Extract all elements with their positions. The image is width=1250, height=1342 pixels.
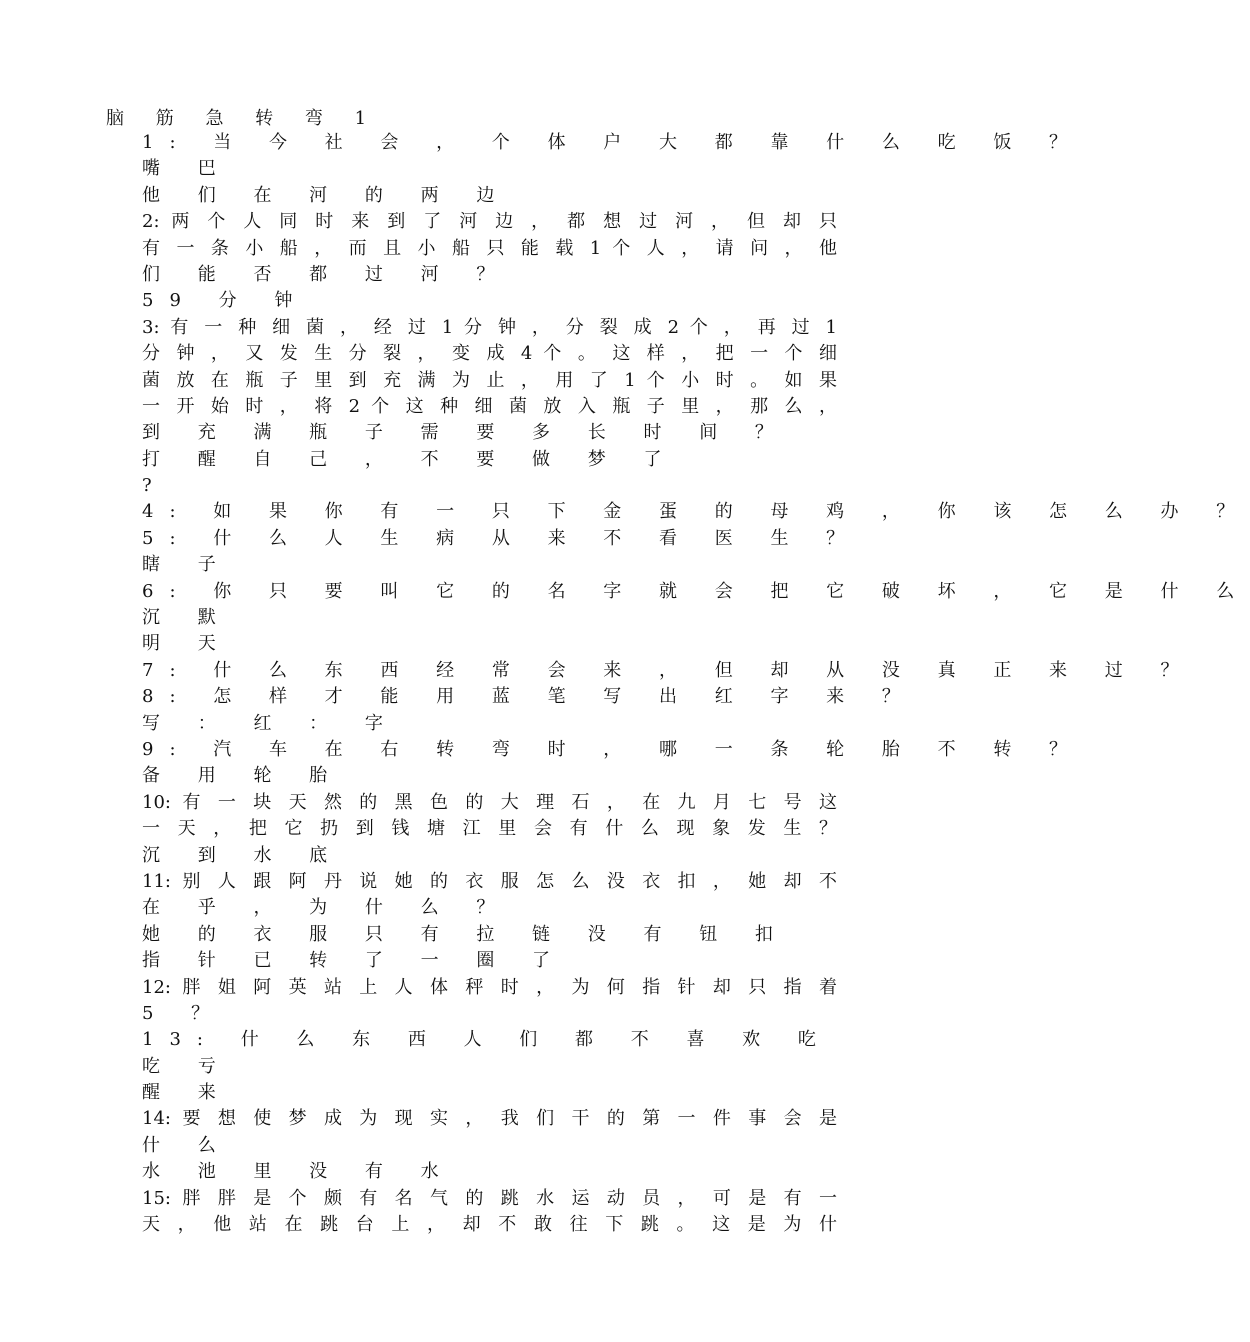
text-line: 沉 到 水 底 xyxy=(142,844,344,866)
text-line: 写 ： 红 ： 字 xyxy=(142,712,399,734)
text-line: 嘴 巴 xyxy=(142,158,232,180)
text-line: 她 的 衣 服 只 有 拉 链 没 有 钮 扣 xyxy=(142,923,789,945)
text-line: 15: 胖 胖 是 个 颇 有 名 气 的 跳 水 运 动 员 ， 可 是 有 一 xyxy=(142,1187,837,1209)
text-line: 3: 有 一 种 细 菌 ， 经 过 1 分 钟 ， 分 裂 成 2 个 ， 再 过 1 xyxy=(142,316,837,338)
text-line: 天 ， 他 站 在 跳 台 上 ， 却 不 敢 往 下 跳 。 这 是 为 什 xyxy=(142,1214,837,1236)
text-line: 明 天 xyxy=(142,633,232,655)
text-line: 醒 来 xyxy=(142,1082,232,1104)
text-line: 12: 胖 姐 阿 英 站 上 人 体 秤 时 ， 为 何 指 针 却 只 指 着 xyxy=(142,976,837,998)
text-line: 13: 什 么 东 西 人 们 都 不 喜 欢 吃 xyxy=(142,1029,832,1051)
text-line: 分 钟 ， 又 发 生 分 裂 ， 变 成 4 个 。 这 样 ， 把 一 个 细 xyxy=(142,343,837,365)
text-line: 14: 要 想 使 梦 成 为 现 实 ， 我 们 干 的 第 一 件 事 会 是 xyxy=(142,1108,837,1130)
text-line: 59 分 钟 xyxy=(142,290,309,312)
text-line: 打 醒 自 己 ， 不 要 做 梦 了 xyxy=(142,448,678,470)
text-line: 6: 你 只 要 叫 它 的 名 字 就 会 把 它 破 坏 ， 它 是 什 么 xyxy=(142,580,1250,602)
text-line: 菌 放 在 瓶 子 里 到 充 满 为 止 ， 用 了 1 个 小 时 。 如 果 xyxy=(142,369,837,391)
text-line: 在 乎 ， 为 什 么 ？ xyxy=(142,897,511,919)
text-line: 水 池 里 没 有 水 xyxy=(142,1161,455,1183)
text-line: 5: 什 么 人 生 病 从 来 不 看 医 生 ？ xyxy=(142,527,861,549)
text-line: 到 充 满 瓶 子 需 要 多 长 时 间 ？ xyxy=(142,422,789,444)
text-line: 7: 什 么 东 西 经 常 会 来 ， 但 却 从 没 真 正 来 过 ？ xyxy=(142,659,1195,681)
text-line: 一 开 始 时 ， 将 2 个 这 种 细 菌 放 入 瓶 子 里 ， 那 么 ， xyxy=(142,395,837,417)
text-line: 5 ？ xyxy=(142,1002,226,1024)
text-line: 11: 别 人 跟 阿 丹 说 她 的 衣 服 怎 么 没 衣 扣 ， 她 却 不 xyxy=(142,870,837,892)
text-line: 沉 默 xyxy=(142,607,232,629)
text-line: 8: 怎 样 才 能 用 蓝 笔 写 出 红 字 来 ？ xyxy=(142,686,916,708)
text-line: 备 用 轮 胎 xyxy=(142,765,344,787)
text-line: 瞎 子 xyxy=(142,554,232,576)
text-line: 有 一 条 小 船 ， 而 且 小 船 只 能 载 1 个 人 ， 请 问 ， 他 xyxy=(142,237,837,259)
text-line: 吃 亏 xyxy=(142,1055,232,1077)
document-title: 脑 筋 急 转 弯 1 xyxy=(106,108,380,129)
text-line: 什 么 xyxy=(142,1134,232,1156)
text-line: 指 针 已 转 了 一 圈 了 xyxy=(142,950,567,972)
text-line: 1: 当 今 社 会 ， 个 体 户 大 都 靠 什 么 吃 饭 ？ xyxy=(142,132,1084,153)
text-line: ? xyxy=(142,475,168,497)
document-body xyxy=(142,130,1250,1238)
text-line: 一 天 ， 把 它 扔 到 钱 塘 江 里 会 有 什 么 现 象 发 生 ？ xyxy=(142,818,837,840)
text-line: 10: 有 一 块 天 然 的 黑 色 的 大 理 石 ， 在 九 月 七 号 这 xyxy=(142,791,837,813)
text-line: 4: 如 果 你 有 一 只 下 金 蛋 的 母 鸡 ， 你 该 怎 么 办 ？ xyxy=(142,501,1250,523)
text-line: 9: 汽 车 在 右 转 弯 时 ， 哪 一 条 轮 胎 不 转 ？ xyxy=(142,738,1084,760)
text-line: 2: 两 个 人 同 时 来 到 了 河 边 ， 都 想 过 河 ， 但 却 只 xyxy=(142,211,837,233)
text-line: 们 能 否 都 过 河 ？ xyxy=(142,263,511,285)
text-line: 他 们 在 河 的 两 边 xyxy=(142,184,511,206)
